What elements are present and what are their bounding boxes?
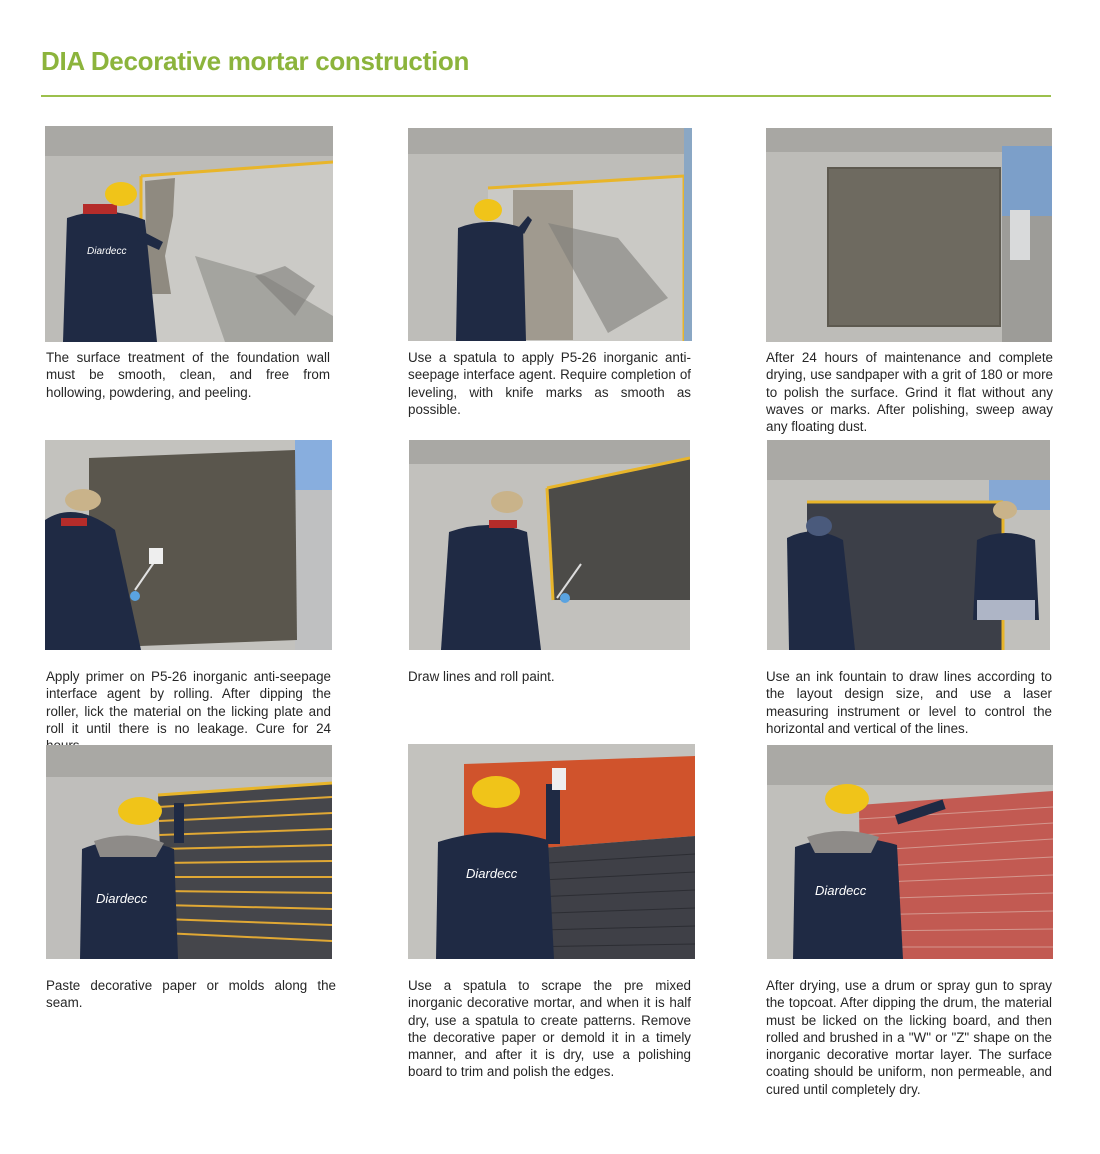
step-2-photo (408, 128, 692, 341)
title-divider (41, 95, 1051, 97)
jacket-logo-9: Diardecc (815, 883, 867, 898)
jacket-logo-1: Diardecc (87, 246, 127, 257)
page-title: DIA Decorative mortar construction (41, 46, 470, 76)
step-6-caption: Use an ink fountain to draw lines according to the layout design size, and use a laser measuring instrument or level to control the horizontal and vertical of the lines. (766, 669, 1052, 736)
step-6-photo (767, 440, 1050, 650)
step-7-photo (46, 745, 332, 959)
step-1-photo (45, 126, 333, 342)
step-3-photo (766, 128, 1052, 342)
step-1-caption: The surface treatment of the foundation wall must be smooth, clean, and free from hollowing, powdering, and peeling. (46, 350, 330, 400)
step-5-photo (409, 440, 690, 650)
step-3-caption: After 24 hours of maintenance and complete drying, use sandpaper with a grit of 180 or more to polish the surface. Grind it flat without any waves or marks. After polishing, sweep away any floating dust. (766, 350, 1053, 435)
step-9-caption: After drying, use a drum or spray gun to spray the topcoat. After dipping the drum, the material must be licked on the licking board, and then rolled and brushed in a "W" or "Z" shape on the inorganic decorative mortar layer. The surface coating should be uniform, non permeable, and cured until completely dry. (766, 978, 1052, 1097)
step-7-caption: Paste decorative paper or molds along the seam. (46, 978, 336, 1011)
jacket-logo-8: Diardecc (466, 866, 518, 881)
step-2-caption: Use a spatula to apply P5-26 inorganic anti-seepage interface agent. Require completion of leveling, with knife marks as smooth as possible. (408, 350, 691, 417)
jacket-logo-7: Diardecc (96, 891, 148, 906)
step-4-caption: Apply primer on P5-26 inorganic anti-seepage interface agent by rolling. After dipping the roller, lick the material on the licking plate and roll it until there is no leakage. Cure for 24 (46, 669, 331, 736)
step-5-caption: Draw lines and roll paint. (408, 669, 555, 684)
step-8-photo (408, 744, 695, 959)
step-4-photo (45, 440, 332, 650)
step-8-caption: Use a spatula to scrape the pre mixed inorganic decorative mortar, and when it is half dry, use a spatula to create patterns. Remove the decorative paper or demold it in a timely manner, and after it is dry, use a polishing board to trim and polish the edges. (408, 978, 691, 1080)
step-9-photo (767, 745, 1053, 959)
